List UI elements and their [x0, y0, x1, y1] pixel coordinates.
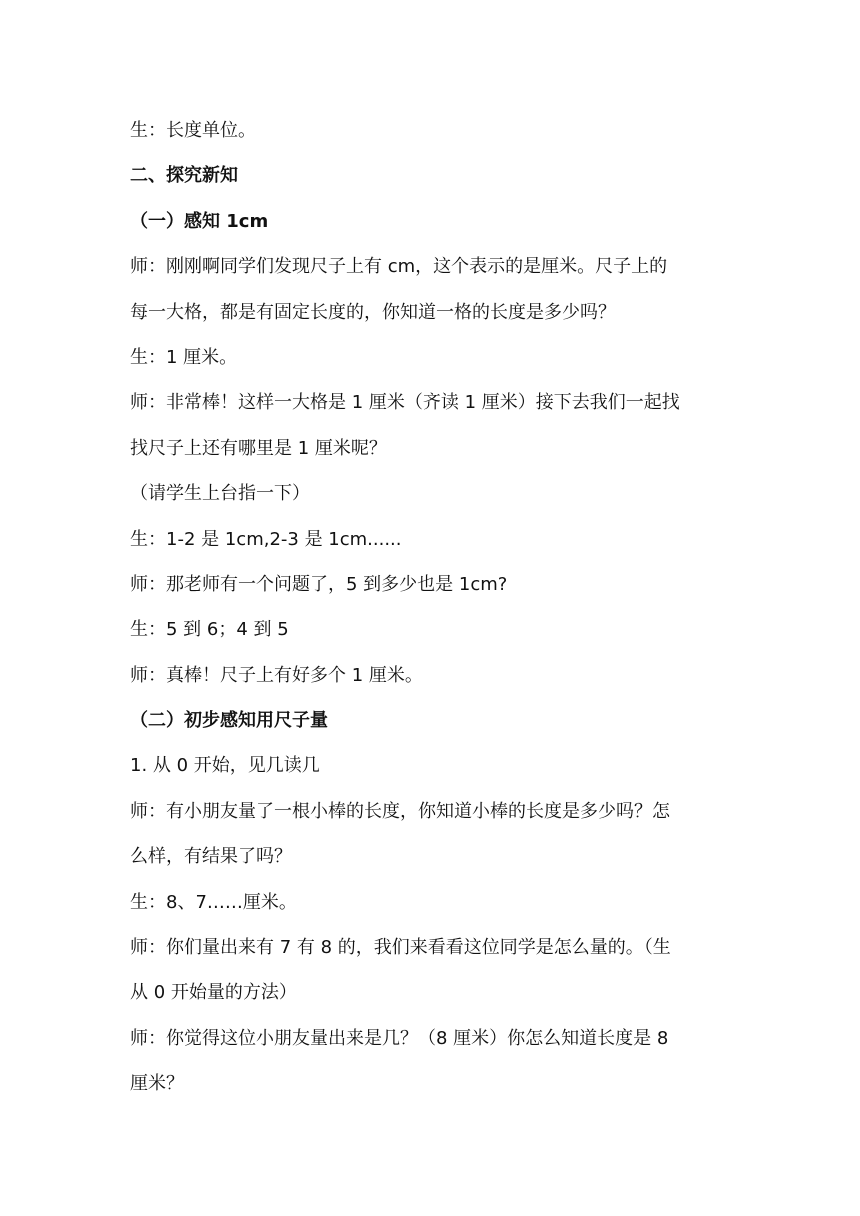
text-line: 生：1-2 是 1cm,2-3 是 1cm...... [130, 528, 402, 550]
text-line: 厘米？ [130, 1073, 184, 1095]
text-line: 从 0 开始量的方法） [130, 982, 297, 1004]
text-line: 生：1 厘米。 [130, 346, 238, 368]
subsection-heading: （一）感知 1cm [130, 210, 269, 232]
text-line: 1. 从 0 开始，见几读几 [130, 755, 320, 777]
text-line: 生：8、7……厘米。 [130, 891, 297, 913]
text-line: 师：非常棒！这样一大格是 1 厘米（齐读 1 厘米）接下去我们一起找 [130, 392, 680, 414]
text-line: 每一大格，都是有固定长度的，你知道一格的长度是多少吗？ [130, 301, 616, 323]
text-line: 生：长度单位。 [130, 120, 256, 141]
text-line: 师：你觉得这位小朋友量出来是几？（8 厘米）你怎么知道长度是 8 [130, 1027, 669, 1049]
subsection-heading: （二）初步感知用尺子量 [130, 710, 328, 732]
text-line: 师：你们量出来有 7 有 8 的，我们来看看这位同学是怎么量的。（生 [130, 937, 671, 959]
text-line: 师：刚刚啊同学们发现尺子上有 cm，这个表示的是厘米。尺子上的 [130, 256, 668, 278]
text-line: 师：有小朋友量了一根小棒的长度，你知道小棒的长度是多少吗？怎 [130, 800, 670, 822]
section-heading: 二、探究新知 [130, 165, 238, 187]
text-line: （请学生上台指一下） [130, 483, 310, 505]
text-line: 找尺子上还有哪里是 1 厘米呢？ [130, 437, 387, 459]
text-line: 师：真棒！尺子上有好多个 1 厘米。 [130, 664, 423, 686]
text-line: 生：5 到 6；4 到 5 [130, 619, 289, 641]
text-line: 师：那老师有一个问题了，5 到多少也是 1cm? [130, 573, 508, 595]
document-body [130, 108, 734, 1107]
text-line: 么样，有结果了吗？ [130, 846, 292, 868]
